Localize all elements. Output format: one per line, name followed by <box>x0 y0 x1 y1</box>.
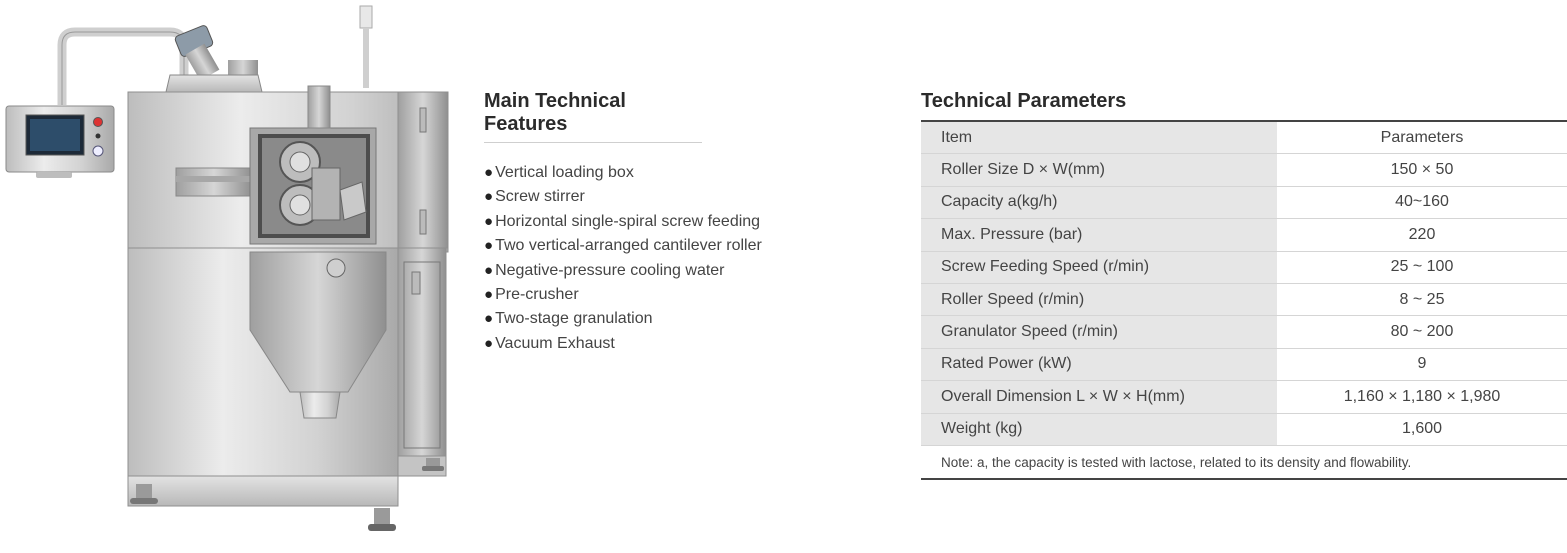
table-note: Note: a, the capacity is tested with lactose, related to its density and flowability. <box>921 446 1567 480</box>
bullet-icon: ● <box>484 310 494 328</box>
table-row <box>921 348 1567 380</box>
feature-text: Vertical loading box <box>495 164 634 181</box>
features-list <box>484 161 814 356</box>
table-row <box>921 283 1567 315</box>
technical-parameters-section <box>921 90 1567 480</box>
bullet-icon: ● <box>484 164 494 181</box>
feature-text: Vacuum Exhaust <box>495 334 615 352</box>
feature-item <box>484 210 814 234</box>
param-value: 1,600 <box>1277 413 1567 445</box>
bullet-icon: ● <box>484 334 494 352</box>
param-value: 40~160 <box>1277 186 1567 218</box>
bullet-icon: ● <box>484 261 494 279</box>
table-row <box>921 413 1567 445</box>
feature-text: Screw stirrer <box>495 188 585 206</box>
param-value: 25 ~ 100 <box>1277 251 1567 283</box>
parameters-title: Technical Parameters <box>921 90 1127 112</box>
param-value: 1,160 × 1,180 × 1,980 <box>1277 381 1567 413</box>
param-value: 9 <box>1277 348 1567 380</box>
param-value: 150 × 50 <box>1277 154 1567 186</box>
feature-item <box>484 332 814 356</box>
param-item: Roller Size D × W(mm) <box>921 154 1277 186</box>
param-value: 8 ~ 25 <box>1277 283 1567 315</box>
table-row <box>921 186 1567 218</box>
feature-item <box>484 234 814 258</box>
param-item: Roller Speed (r/min) <box>921 283 1277 315</box>
table-row <box>921 154 1567 186</box>
feature-text: Negative-pressure cooling water <box>495 261 725 279</box>
table-row <box>921 251 1567 283</box>
feature-text: Two-stage granulation <box>495 310 653 328</box>
header-parameters: Parameters <box>1277 121 1567 154</box>
table-row <box>921 381 1567 413</box>
param-item: Max. Pressure (bar) <box>921 219 1277 251</box>
table-row <box>921 316 1567 348</box>
features-title: Main Technical Features <box>484 90 702 143</box>
bullet-icon: ● <box>484 237 494 255</box>
param-value: 80 ~ 200 <box>1277 316 1567 348</box>
feature-item <box>484 259 814 283</box>
feature-item <box>484 283 814 307</box>
param-item: Capacity a(kg/h) <box>921 186 1277 218</box>
machine-image <box>0 0 470 553</box>
param-item: Granulator Speed (r/min) <box>921 316 1277 348</box>
param-item: Weight (kg) <box>921 413 1277 445</box>
param-value: 220 <box>1277 219 1567 251</box>
param-item: Rated Power (kW) <box>921 348 1277 380</box>
feature-text: Horizontal single-spiral screw feeding <box>495 212 761 230</box>
header-item: Item <box>921 121 1277 154</box>
param-item: Overall Dimension L × W × H(mm) <box>921 381 1277 413</box>
feature-item <box>484 307 814 331</box>
param-item: Screw Feeding Speed (r/min) <box>921 251 1277 283</box>
bullet-icon: ● <box>484 188 494 206</box>
bullet-icon: ● <box>484 286 494 304</box>
feature-item <box>484 161 814 185</box>
roller-compactor-illustration <box>0 0 470 553</box>
bullet-icon: ● <box>484 212 494 230</box>
table-row <box>921 219 1567 251</box>
parameters-table <box>921 120 1567 446</box>
feature-item <box>484 185 814 209</box>
feature-text: Two vertical-arranged cantilever roller <box>495 237 762 255</box>
table-header-row <box>921 121 1567 154</box>
main-features-section <box>484 90 814 356</box>
feature-text: Pre-crusher <box>495 286 579 304</box>
